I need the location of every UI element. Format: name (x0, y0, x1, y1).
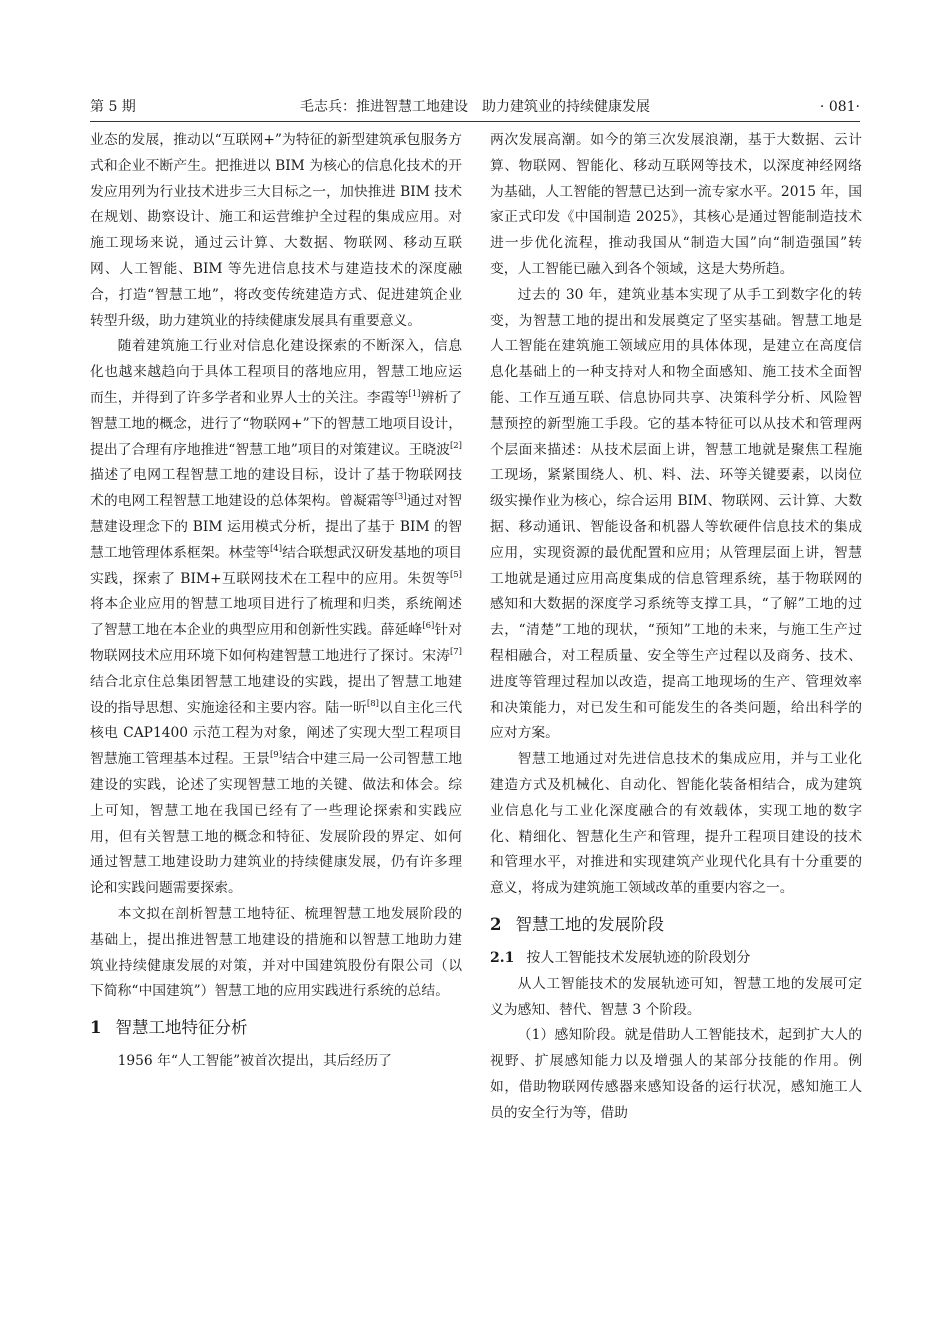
paper-outline-paragraph: 本文拟在剖析智慧工地特征、梳理智慧工地发展阶段的基础上，提出推进智慧工地建设的措施和以智慧工地助力建筑业持续健康发展的对策，并对中国建筑股份有限公司（以下简称“中国建筑”）智慧工地的应用实践进行系统的总结。 (90, 905, 462, 1000)
section-2-heading (490, 912, 862, 938)
citation-6: [6] (422, 621, 435, 632)
literature-review-paragraph (90, 334, 462, 902)
citation-8: [8] (366, 698, 379, 709)
paragraph: 过去的 30 年，建筑业基本实现了从手工到数字化的转变，为智慧工地的提出和发展奠定了坚实基础。智慧工地是人工智能在建筑施工领域应用的具体体现，是建立在高度信息化基础上的一种支持对人和物全面感知、施工技术全面智能、工作互通互联、信息协同共享、决策科学分析、风险智慧预控的新型施工手段。它的基本特征可以从技术和管理两个层面来描述：从技术层面上讲，智慧工地就是聚焦工程施工现场，紧紧围绕人、机、料、法、环等关键要素，以岗位级实操作业为核心，综合运用 BIM、物联网、云计算、大数据、移动通讯、智能设备和机器人等软硬件信息技术的集成应用，实现资源的最优配置和应用；从管理层面上讲，智慧工地就是通过应用高度集成的信息管理系统，基于物联网的感知和大数据的深度学习系统等支撑工具，“了解”工地的过去，“清楚”工地的现状，“预知”工地的未来，与施工生产过程相融合，对工程质量、安全等生产过程以及商务、技术、进度等管理过程加以改造，提高工地现场的生产、管理效率和决策能力，对已发生和可能发生的各类问题，给出科学的应对方案。 (490, 286, 862, 742)
header-rule (90, 121, 860, 122)
text-run: 结合联想武汉研发基地的项目实践，探索了 BIM+互联网技术在工程中的应用。朱贺等 (90, 544, 463, 587)
citation-9: [9] (269, 750, 283, 761)
citation-2: [2] (449, 440, 462, 451)
subsection-2-1-heading (490, 946, 862, 972)
running-header (90, 96, 860, 118)
page-number: · 081· (819, 99, 860, 115)
subsection-title: 按人工智能技术发展轨迹的阶段划分 (526, 949, 751, 966)
text-run: 以自主化三代核电 CAP1400 示范工程为对象，阐述了实现大型工程项目智慧施工管理基本过程。王景 (90, 699, 463, 768)
citation-5: [5] (449, 569, 462, 580)
paragraph: （1）感知阶段。就是借助人工智能技术，起到扩大人的视野、扩展感知能力以及增强人的某部分技能的作用。例如，借助物联网传感器来感知设备的运行状况，感知施工人员的安全行为等，借助 (490, 1027, 862, 1121)
section-1-heading (90, 1015, 462, 1041)
section-number: 1 (90, 1018, 102, 1038)
paragraph-continued: 两次发展高潮。如今的第三次发展浪潮，基于大数据、云计算、物联网、智能化、移动互联网等技术，以深度神经网络为基础，人工智能的智慧已达到一流专家水平。2015 年，国家正式印发《中国制造 2025》，其核心是通过智能制造技术进一步优化流程，推动我国从“制造大国”向“制造强国”转变，人工智能已融入到各个领域，这是大势所趋。 (490, 132, 862, 277)
paragraph: 1956 年“人工智能”被首次提出，其后经历了 (117, 1053, 392, 1070)
section-number: 2 (490, 914, 502, 934)
text-run: 结合北京住总集团智慧工地建设的实践，提出了智慧工地建设的指导思想、实施途径和主要内容。陆一昕 (90, 673, 462, 716)
section-title: 智慧工地特征分析 (115, 1018, 248, 1038)
text-run: 辨析了智慧工地的概念，进行了“物联网+”下的智慧工地项目设计，提出了合理有序地推进“智慧工地”项目的对策建议。王晓波 (90, 389, 463, 458)
running-title: 毛志兵：推进智慧工地建设 助力建筑业的持续健康发展 (300, 99, 650, 115)
text-run: 随着建筑施工行业对信息化建设探索的不断深入，信息化也越来越趋向于具体工程项目的落地应用，智慧工地应运而生，并得到了许多学者和业界人士的关注。李霞等 (90, 338, 462, 406)
citation-4: [4] (269, 543, 283, 554)
subsection-number: 2.1 (490, 949, 515, 966)
paragraph: 从人工智能技术的发展轨迹可知，智慧工地的发展可定义为感知、替代、智慧 3 个阶段。 (490, 975, 862, 1018)
paragraph-continued: 业态的发展，推动以“互联网+”为特征的新型建筑承包服务方式和企业不断产生。把推进以 BIM 为核心的信息化技术的开发应用列为行业技术进步三大目标之一，加快推进 BIM 技术在规划、勘察设计、施工和运营维护全过程的集成应用。对施工现场来说，通过云计算、大数据、物联网、移动互联网、人工智能、BIM 等先进信息技术与建造技术的深度融合，打造“智慧工地”，将改变传统建造方式、促进建筑企业转型升级，助力建筑业的持续健康发展具有重要意义。 (90, 132, 462, 329)
left-column (90, 128, 462, 1075)
citation-1: [1] (408, 388, 421, 399)
citation-7: [7] (449, 646, 462, 657)
text-run: 描述了电网工程智慧工地的建设目标，设计了基于物联网技术的电网工程智慧工地建设的总体架构。曾凝霜等 (90, 467, 462, 510)
section-title: 智慧工地的发展阶段 (515, 914, 664, 934)
text-run: 结合中建三局一公司智慧工地建设的实践，论述了实现智慧工地的关键、做法和体会。综上可知，智慧工地在我国已经有了一些理论探索和实践应用，但有关智慧工地的概念和特征、发展阶段的界定、如何通过智慧工地建设助力建筑业的持续健康发展，仍有许多理论和实践问题需要探索。 (90, 751, 463, 897)
right-column (490, 128, 862, 1126)
citation-3: [3] (394, 492, 407, 503)
issue-label: 第 5 期 (90, 99, 136, 115)
text-run: 通过对智慧建设理念下的 BIM 运用模式分析，提出了基于 BIM 的智慧工地管理体系框架。林莹等 (90, 493, 463, 561)
text-run: 将本企业应用的智慧工地项目进行了梳理和归类，系统阐述了智慧工地在本企业的典型应用和创新性实践。薛延峰 (90, 596, 462, 639)
text-run: 针对物联网技术应用环境下如何构建智慧工地进行了探讨。宋涛 (90, 622, 463, 664)
paragraph: 智慧工地通过对先进信息技术的集成应用，并与工业化建造方式及机械化、自动化、智能化装备相结合，成为建筑业信息化与工业化深度融合的有效载体，实现工地的数字化、精细化、智慧化生产和管理，提升工程项目建设的技术和管理水平，对推进和实现建筑产业现代化具有十分重要的意义，将成为建筑施工领域改革的重要内容之一。 (490, 751, 862, 897)
